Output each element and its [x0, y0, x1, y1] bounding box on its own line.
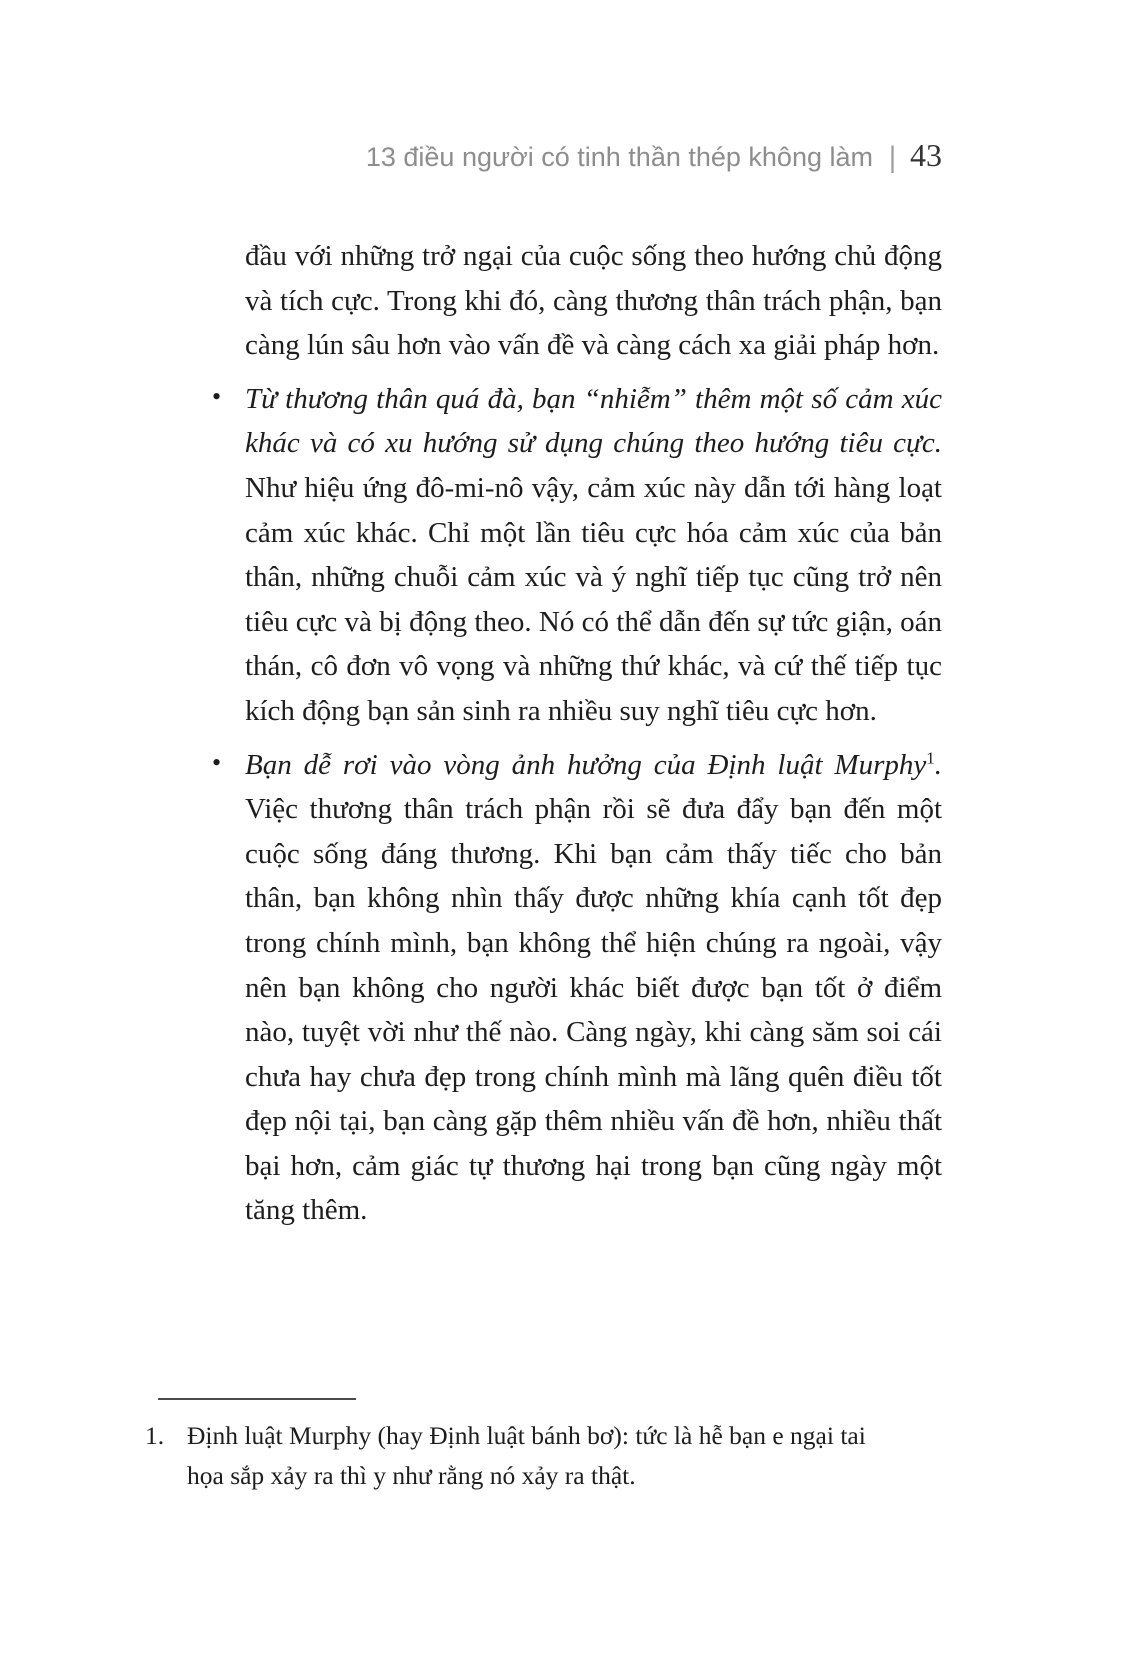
bullet-icon: •	[212, 381, 222, 411]
bullet-body: Việc thương thân trách phận rồi sẽ đưa đẩy bạn đến một cuộc sống đáng thương. Khi bạn cảm thấy tiếc cho bản thân, bạn không nhìn thấy được những khía cạnh tốt đẹp trong chính mình, bạn không thể hiện chúng ra ngoài, vậy nên bạn không cho người khác biết được bạn tốt ở điểm nào, tuyệt vời như thế nào. Càng ngày, khi càng săm soi cái chưa hay chưa đẹp trong chính mình mà lãng quên điều tốt đẹp nội tại, bạn càng gặp thêm nhiều vấn đề hơn, nhiều thất bại hơn, cảm giác tự thương hại trong bạn cũng ngày một tăng thêm.	[245, 793, 942, 1227]
footnote-reference[interactable]: 1	[926, 747, 935, 767]
bullet-lead-period: .	[934, 748, 942, 781]
bullet-text	[245, 743, 942, 1234]
bullet-icon: •	[212, 747, 222, 777]
bullet-lead-italic: Bạn dễ rơi vào vòng ảnh hưởng của Định luật Murphy	[245, 748, 927, 781]
footnote-area	[145, 1398, 907, 1496]
bullet-text	[245, 377, 942, 734]
footnote	[145, 1416, 907, 1496]
running-header	[245, 138, 942, 174]
bullet-body: Như hiệu ứng đô-mi-nô vậy, cảm xúc này dẫn tới hàng loạt cảm xúc khác. Chỉ một lần tiêu cực hóa cảm xúc của bản thân, những chuỗi cảm xúc và ý nghĩ tiếp tục cũng trở nên tiêu cực và bị động theo. Nó có thể dẫn đến sự tức giận, oán thán, cô đơn vô vọng và những thứ khác, và cứ thế tiếp tục kích động bạn sản sinh ra nhiều suy nghĩ tiêu cực hơn.	[245, 471, 942, 727]
page-content	[212, 234, 942, 1242]
body-paragraph: đầu với những trở ngại của cuộc sống theo hướng chủ động và tích cực. Trong khi đó, càng thương thân trách phận, bạn càng lún sâu hơn vào vấn đề và càng cách xa giải pháp hơn.	[245, 240, 942, 362]
bullet-item	[212, 743, 942, 1234]
footnote-divider	[158, 1398, 356, 1400]
page-number: 43	[910, 137, 942, 173]
footnote-text: Định luật Murphy (hay Định luật bánh bơ): tức là hễ bạn e ngại tai họa sắp xảy ra thì y như rằng nó xảy ra thật.	[187, 1421, 866, 1490]
footnote-number: 1.	[145, 1421, 165, 1450]
running-title: 13 điều người có tinh thần thép không làm	[365, 142, 873, 172]
bullet-lead-italic: Từ thương thân quá đà, bạn “nhiễm” thêm một số cảm xúc khác và có xu hướng sử dụng chúng theo hướng tiêu cực.	[245, 382, 942, 460]
header-separator: |	[888, 140, 896, 174]
bullet-item	[212, 377, 942, 734]
